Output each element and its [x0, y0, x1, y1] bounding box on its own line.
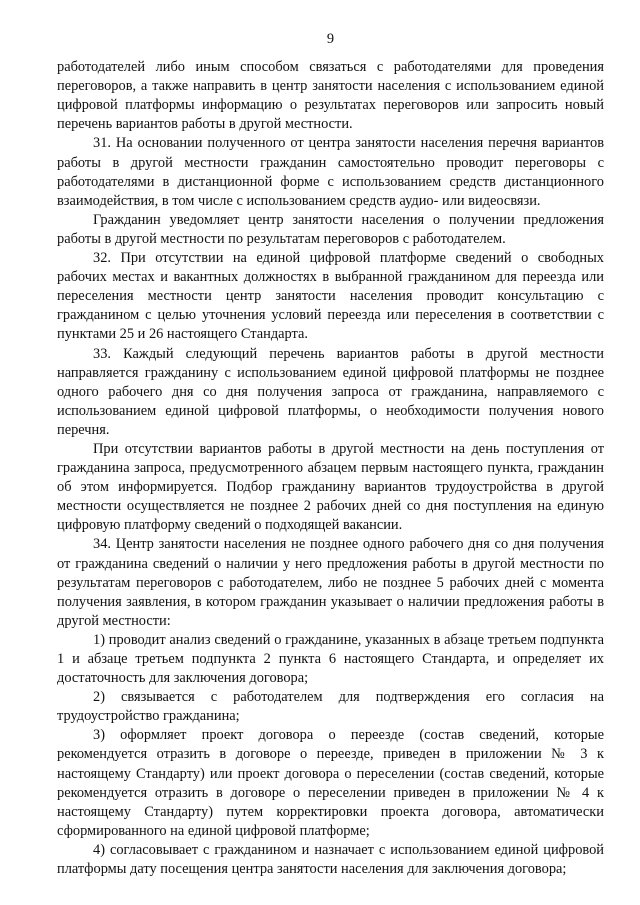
subitem-2: 2) связывается с работодателем для подтверждения его согласия на трудоустройство гражданина; — [57, 689, 604, 725]
paragraph-notification: Гражданин уведомляет центр занятости населения о получении предложения работы в другой местности по результатам переговоров с работодателем. — [57, 211, 604, 247]
paragraph-item-31: 31. На основании полученного от центра занятости населения перечня вариантов работы в другой местности гражданин самостоятельно проводит переговоры с работодателями в дистанционной форме с использованием средств дистанционного взаимодействия, в том числе с использованием средств аудио- или видеосвязи. — [57, 135, 604, 209]
subitem-3: 3) оформляет проект договора о переезде (состав сведений, которые рекомендуется отразить в договоре о переезде, приведен в приложении № 3 к настоящему Стандарту) или проект договора о переселении (состав сведений, которые рекомендуется отразить в договоре о переселении приведен в приложении № 4 к настоящему Стандарту) путем корректировки проекта договора, автоматически сформированного на единой цифровой платформе; — [57, 727, 604, 839]
page-number: 9 — [326, 31, 335, 47]
paragraph-item-32: 32. При отсутствии на единой цифровой платформе сведений о свободных рабочих местах и вакантных должностях в выбранной гражданином для переезда или переселения местности центр занятости населения проводит консультацию с гражданином с целью уточнения условий переезда или переселения в соответствии с пунктами 25 и 26 настоящего Стандарта. — [57, 250, 604, 343]
paragraph-item-34: 34. Центр занятости населения не позднее одного рабочего дня со дня получения от гражданина сведений о наличии у него предложения работы в другой местности по результатам переговоров с работодателем, либо не позднее 5 рабочих дней с момента получения заявления, в котором гражданин указывает о наличии предложения работы в другой местности: — [57, 536, 604, 629]
subitem-4: 4) согласовывает с гражданином и назначает с использованием единой цифровой платформы дату посещения центра занятости населения для заключения договора; — [57, 841, 604, 878]
paragraph-item-33: 33. Каждый следующий перечень вариантов работы в другой местности направляется гражданину с использованием единой цифровой платформы не позднее одного рабочего дня со дня получения запроса от гражданина, направляемого с использованием единой цифровой платформы, о необходимости получения нового перечня. — [57, 345, 604, 438]
paragraph-no-vacancies: При отсутствии вариантов работы в другой местности на день поступления от гражданина запроса, предусмотренного абзацем первым настоящего пункта, гражданин об этом информируется. Подбор гражданину вариантов трудоустройства в другой местности осуществляется не позднее 2 рабочих дней со дня поступления на единую цифровую платформу сведений о подходящей вакансии. — [57, 440, 604, 534]
document-page — [57, 30, 604, 879]
subitem-1: 1) проводит анализ сведений о гражданине, указанных в абзаце третьем подпункта 1 и абзаце третьем подпункта 2 пункта 6 настоящего Стандарта, и определяет их достаточность для заключения договора; — [57, 631, 604, 687]
paragraph-continuation: работодателей либо иным способом связаться с работодателями для проведения переговоров, а также направить в центр занятости населения с использованием единой цифровой платформы информацию о результатах переговоров или запросить новый перечень вариантов работы в другой местности. — [57, 59, 604, 133]
